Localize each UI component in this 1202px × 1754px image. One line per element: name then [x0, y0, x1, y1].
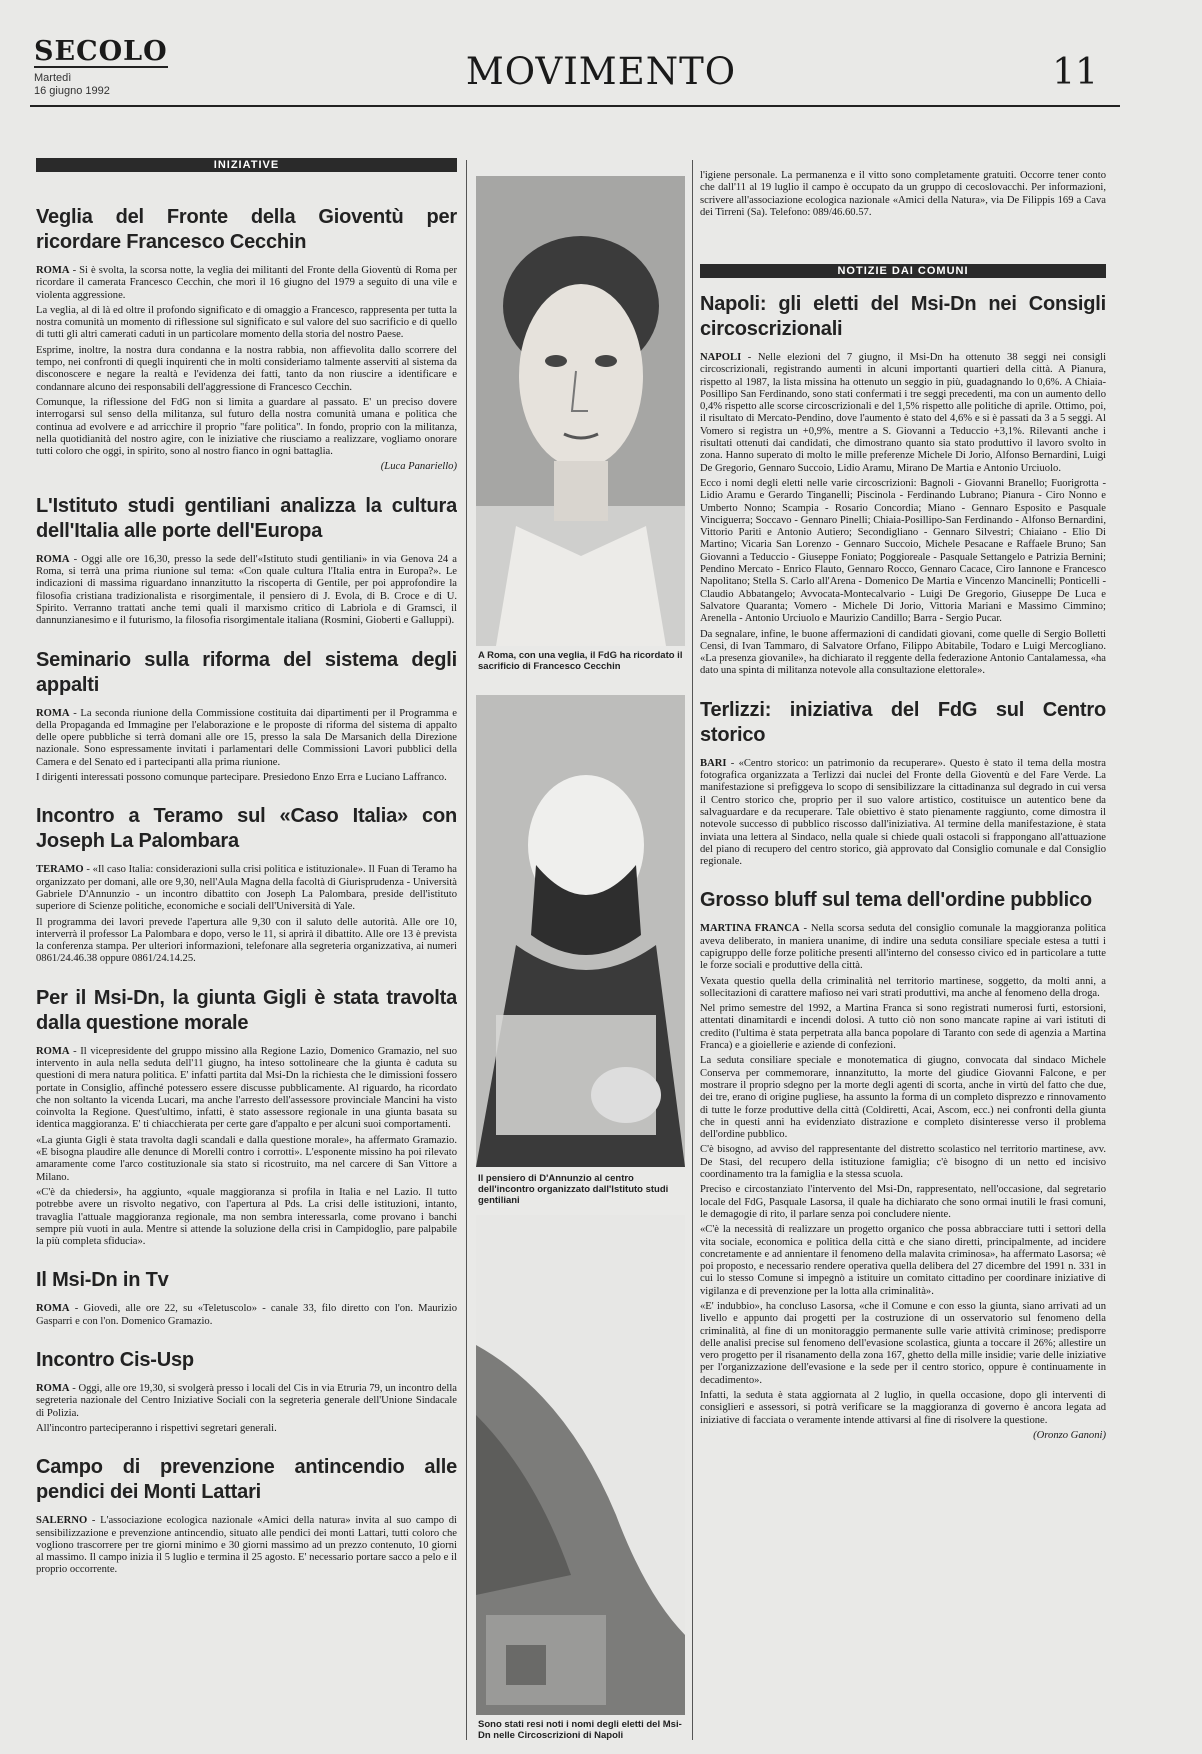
- article-paragraph: ROMA - Il vicepresidente del gruppo missino alla Regione Lazio, Domenico Gramazio, nel suo intervento in aula nella seduta dell'11 giugno, ha inteso sottolineare che la giunta è caduta su questioni di mera natura politica. E' infatti partita dal Msi-Dn la richiesta che le dimissioni fossero portate in Consiglio, affinché potessero essere discusse pubblicamente. Al riguardo, ha ricordato che non soltanto la vicenda Lucari, ma anche l'arresto dell'assessore provinciale Mancini ha visto coinvolta la Regione. Quest'ultimo, infatti, è stato assessore regionale in una giunta basata su identica maggioranza. E' ti chiacchierata per certe gare d'appalto e per alcuni suoi comportamenti.: [36, 1045, 457, 1131]
- article-headline: L'Istituto studi gentiliani analizza la cultura dell'Italia alle porte dell'Europa: [36, 494, 457, 542]
- article: [36, 205, 457, 474]
- dateline: ROMA: [36, 1383, 70, 1395]
- article-signature: (Luca Panariello): [380, 461, 457, 473]
- portrait-illustration: [476, 176, 685, 646]
- article-paragraph: [700, 976, 1106, 1001]
- article-headline: Grosso bluff sul tema dell'ordine pubblico: [700, 889, 1092, 912]
- article-paragraph: ROMA - Oggi alle ore 16,30, presso la sede dell'«Istituto studi gentiliani» in via Genova 24 a Roma, si terrà una prima riunione sul tema: «Con quale cultura l'Italia entra in Europa?». Le indicazioni di massima riguardano innanzitutto la riscoperta di Gentile, per poi approfondire la filosofia cristiana tradizionalista e risorgimentale, il pensiero di J. Evola, di B. Croce e di U. Spirito. Verranno trattati anche temi quali il marxismo critico di Labriola e di Gramsci, il dannunzianesimo e il futurismo, la filosofia risorgimentale italiana (Rosmini, Gioberti e Galluppi).: [36, 553, 457, 627]
- issue-day: Martedì: [34, 72, 72, 84]
- photo-napoli: [476, 1215, 685, 1715]
- article-headline: Il Msi-Dn in Tv: [36, 1269, 169, 1292]
- paragraph-text: C'è bisogno, ad avviso del rappresentante del distretto scolastico nel territorio martinese, avv. De Stasi, del recupero della istituzione famiglia; c'è bisogno di un netto ed incisivo coordinamento tra la famiglia e la stessa scuola.: [700, 1144, 1106, 1181]
- article-paragraph: [700, 1301, 1106, 1387]
- paragraph-text: «C'è la necessità di realizzare un progetto organico che possa abbracciare tutti i settori della vita sociale, economica e politica della città e che siano diretti, principalmente, ad incidere concretamente e ad annientare il fenomeno della malavita criminosa», ha affermato Lasorsa; «è poi proposto, e necessario rendere operativa quella delibera del 27 dicembre del 1991 n. 331 in cui lo stesso Comune si impegnò a istituire un comitato cittadino per coordinare iniziative di vigilanza e di prevenzione per la lotta alla criminalità».: [700, 1224, 1106, 1297]
- napoli-aerial-illustration: [476, 1215, 685, 1715]
- column-divider: [466, 160, 467, 1740]
- dateline: ROMA: [36, 553, 70, 565]
- right-band-wrap: [700, 264, 1106, 278]
- article-paragraph: ROMA - Si è svolta, la scorsa notte, la veglia dei militanti del Fronte della Gioventù di Roma per ricordare il camerata Francesco Cecchin, che morì il 16 giugno del 1979 a seguito di una vile e violenta aggressione.: [36, 265, 457, 301]
- column-divider-2: [692, 160, 693, 1740]
- article-paragraph: [700, 1224, 1106, 1298]
- right-articles: [700, 292, 1106, 1737]
- article-paragraph: ROMA - Giovedì, alle ore 22, su «Teletuscolo» - canale 33, filo diretto con l'on. Maurizio Gasparri e con l'on. Domenico Gramazio.: [36, 1303, 457, 1327]
- paragraph-text: Infatti, la seduta è stata aggiornata al 2 luglio, in quella occasione, dopo gli interventi di consiglieri e assessori, si potrà verificare se la maggioranza di governo è ancora legata ad iniziative di facciata o veramente intende attivarsi al fine di risolvere la questione.: [700, 1390, 1106, 1426]
- dateline: BARI: [700, 757, 727, 769]
- photo-dannunzio: [476, 695, 685, 1167]
- article-paragraph: [700, 478, 1106, 626]
- paragraph-text: L'associazione ecologica nazionale «Amici della natura» invita al suo campo di sensibilizzazione e prevenzione antincendio, situato alle pendici dei monti Lattari, tutti coloro che vogliono trascorrere per tre giorni minimo e 30 giorni massimo ad un prezzo contenuto, 10 giorni al massimo. Il campo inizia il 5 luglio e termina il 25 agosto. E' necessario portare sacco a pelo e il proprio occorrente.: [36, 1515, 457, 1576]
- dateline: ROMA: [36, 1303, 70, 1315]
- article-paragraph: NAPOLI - Nelle elezioni del 7 giugno, il Msi-Dn ha ottenuto 38 seggi nei consigli circoscrizionali, registrando aumenti in alcuni importanti quartieri della città. A Pianura, rispetto al 1987, la lista missina ha ottenuto un seggio in più, guadagnando lo 0,6%. A Chiaia-Posillipo San Ferdinando, sono stati confermati i tre seggi precedenti, ma con un aumento dello 0,4% rispetto alle scorse circoscrizionali e del 1,5% rispetto alle politiche di aprile. Ottimo, poi, il risultato di Mercato-Pendino, dove l'aumento è stato del 4,6% e si è passati da 3 a 5 seggi. Al Vomero si registra un +0,9%, mentre a S. Giovanni a Teduccio +3,1%. Rilevanti anche i risultati ottenuti dai candidati, che dimostrano quanto sia stato produttivo il lavoro svolto in zona. Hanno superato di molto le mille preferenze Michele Di Jorio, Alfonso Bernardini, Luigi De Gregorio, Gennaro Succoio, Lidio Aramu, Mirano De Martia e Antonio Urciuolo.: [700, 352, 1106, 474]
- paragraph-text: Da segnalare, infine, le buone affermazioni di candidati giovani, come quelle di Sergio Bolletti Censi, di Ivan Tammaro, di Salvatore Orfano, Filippo Abitabile, Todaro e Luigi Mercogliano. «La presenza giovanile», ha dichiarato il reggente della federazione Antonio Cantalamessa, «ha dato una spinta di militanza notevole alla consultazione elettorale».: [700, 628, 1106, 677]
- article-paragraph: [36, 917, 457, 966]
- dateline: SALERNO: [36, 1515, 88, 1527]
- paragraph-text: «Centro storico: un patrimonio da recuperare». Questo è stato il tema della mostra fotografica organizzata a Terlizzi dai nuclei del Fronte della Gioventù e del Fare Verde. La manifestazione si prefiggeva lo scopo di sensibilizzare la cittadinanza sul degrado in cui versa il Centro storico che, proprio per il suo valore artistico, costituisce un autentico bene da salvaguardare e da recuperare. Tale obiettivo è stato pienamente raggiunto, come dimostra il notevole successo di pubblico riscosso dall'iniziativa. Al termine della manifestazione, è stata inviata una lettera al Sindaco, nella quale si chiede quali ostacoli si frappongano all'attuazione del piano di recupero del centro storico, già approvato dal Consiglio comunale e dal Consiglio regionale.: [700, 757, 1106, 868]
- article-headline: Incontro a Teramo sul «Caso Italia» con Joseph La Palombara: [36, 805, 457, 853]
- paragraph-text: «Il caso Italia: considerazioni sulla crisi politica e istituzionale». Il Fuan di Teramo ha organizzato per domani, alle ore 9,30, nell'Aula Magna della facoltà di Giurisprudenza - Università Gabriele D'Annunzio - un incontro dibattito con Joseph La Palombara, preside dell'istituto superiore di Scienze politiche, economiche e sociali dell'Università di Yale.: [36, 864, 457, 913]
- masthead-rule: [30, 105, 1120, 107]
- band-notizie-dai-comuni: NOTIZIE DAI COMUNI: [700, 264, 1106, 278]
- paragraph-text: «La giunta Gigli è stata travolta dagli scandali e dalla questione morale», ha affermato Gramazio. «E bisogna plaudire alle denunce di Morelli contro i corrotti». L'esponente missino ha poi rilevato amaramente come l'arco costituzionale sia stato si ricostruito, ma nel carcere di San Vittore a Milano.: [36, 1134, 457, 1183]
- page-number: 11: [1052, 52, 1098, 93]
- left-articles: [36, 205, 457, 1740]
- caption-photo-cecchin: A Roma, con una veglia, il FdG ha ricordato il sacrificio di Francesco Cecchin: [478, 650, 683, 672]
- continuation-paragraph: l'igiene personale. La permanenza e il vitto sono completamente gratuiti. Occorre tener conto che dall'11 al 19 luglio il campo è occupato da un gruppo di cecoslovacchi. Per informazioni, scrivere all'associazione ecologica nazionale «Amici della Natura», via De Filippis 169 a Cava dei Tirreni (Sa). Telefono: 089/46.60.57.: [700, 170, 1106, 218]
- article-headline: Incontro Cis-Usp: [36, 1349, 194, 1372]
- article-paragraph: [36, 397, 457, 458]
- article-signature: (Oronzo Ganoni): [1033, 1429, 1106, 1441]
- paragraph-text: Ecco i nomi degli eletti nelle varie circoscrizioni: Bagnoli - Giovanni Branello; Fuorigrotta - Lidio Aramu e Gerardo Tinganelli; Piscinola - Ferdinando Lubrano; Pianura - Ciro Nonno e Umberto Nonno; Scampia - Rosario Concordia; Miano - Gennaro Esposito e Pasquale Vinciguerra; Soccavo - Gennaro Pinelli; Chiaia-Posillipo-San Ferdinando - Alfonso Bernardini, Vittorio Pariti e Antonio Autiero; Secondigliano - Gennaro Silvestri; Chiaiano - Elio Di Martino; Vicaria San Lorenzo - Gennaro Succoio, Michele Pesacane e Raffaele Bruno; San Giovanni a Teduccio - Giuseppe Foniato; Poggioreale - Pasquale Settangelo e Patrizia Bernini; Pendino Mercato - Enrico Flauto, Gennaro Rocco, Gennaro Cacace, Ciro Iannone e Francesco Napolitano; Stella S. Carlo all'Arena - Domenico De Martia e Vincenzo Mancinelli; Ponticelli - Claudio Abbatangelo; Avvocata-Montecalvario - Luigi De Gregorio, Giuseppe De Luca e Salvatore Quaranta; Vomero - Michele Di Jorio, Vittoria Mariani e Massimo Cimmino; Arenella - Antonio Urciuolo e Maurizio Candillo; Barra - Sergio Pucar.: [700, 477, 1106, 625]
- dateline: MARTINA FRANCA: [700, 923, 800, 935]
- article: [700, 698, 1106, 869]
- paragraph-text: Comunque, la riflessione del FdG non si limita a guardare al passato. E' un preciso dovere interrogarsi sul senso della militanza, sul futuro della nostra comunità umana e politica che continua ad evolvere e ad arricchire il proprio "fare politica". In fondo, proprio con la militanza, nella quotidianità del nostro agire, con le iniziative che riusciamo a realizzare, vogliamo onorare tutti coloro che oggi, in spirito, sono al nostro fianco in ogni battaglia.: [36, 396, 457, 458]
- article-headline: Per il Msi-Dn, la giunta Gigli è stata travolta dalla questione morale: [36, 986, 457, 1034]
- article-paragraph: [36, 772, 457, 784]
- paragraph-text: Esprime, inoltre, la nostra dura condanna e la nostra rabbia, non affievolita dallo scorrere del tempo, nei confronti di quegli inquirenti che in molti consideriamo talmente asserviti al sistema da disconoscere e negare la realtà e l'evidenza dei fatti, tanto da non riuscire a identificare e condannare alcuno dei responsabili dell'aggressione di Francesco Cecchin.: [36, 344, 457, 393]
- article: [36, 494, 457, 628]
- paragraph-text: All'incontro parteciperanno i rispettivi segretari generali.: [36, 1422, 277, 1434]
- article-paragraph: [700, 629, 1106, 678]
- article-paragraph: SALERNO - L'associazione ecologica nazionale «Amici della natura» invita al suo campo di sensibilizzazione e prevenzione antincendio, situato alle pendici dei monti Lattari, tutti coloro che vogliono trascorrere per tre giorni minimo e 30 giorni massimo ad un prezzo contenuto, 10 giorni al massimo. Il campo inizia il 5 luglio e termina il 25 agosto. E' necessario portare sacco a pelo e il proprio occorrente.: [36, 1515, 457, 1576]
- article: [36, 648, 457, 785]
- newspaper-name: SECOLO: [34, 36, 168, 67]
- dateline: ROMA: [36, 1045, 70, 1057]
- paragraph-text: Nel primo semestre del 1992, a Martina Franca si sono registrati numerosi furti, estorsioni, attentati dinamitardi e incendi dolosi. A tutto ciò non sono mancate rapine ai vari istituti di credito (l'ultima è stata perpetrata alla banca popolare di Taranto con sede di agenzia a Martina Franca) e a gioiellerie e aziende di confezioni.: [700, 1003, 1106, 1052]
- left-column: [36, 158, 457, 172]
- dateline: TERAMO: [36, 864, 84, 876]
- paragraph-text: I dirigenti interessati possono comunque partecipare. Presiedono Enzo Erra e Luciano Laffranco.: [36, 772, 447, 784]
- right-top-continuation: [700, 170, 1106, 222]
- article: [36, 804, 457, 965]
- article-paragraph: [36, 1423, 457, 1435]
- article-paragraph: [36, 1135, 457, 1184]
- paragraph-text: Il programma dei lavori prevede l'apertura alle 9,30 con il saluto delle autorità. Alle ore 10, interverrà il professor La Palombara e dopo, verso le 11, si aprirà il dibattito. Alle ore 13 è prevista la conferenza stampa. Per ulteriori informazioni, telefonare alla segreteria organizzativa, ai numeri 0861/24.46.38 oppure 0861/24.14.25.: [36, 916, 457, 965]
- dannunzio-illustration: [476, 695, 685, 1167]
- article-paragraph: [36, 1187, 457, 1248]
- article-paragraph: [36, 345, 457, 394]
- paragraph-text: Preciso e circostanziato l'intervento del Msi-Dn, rappresentato, nell'occasione, dal segretario locale del FdG, Pasquale Lasorsa, il quale ha dichiarato che sono ormai inutili le frasi comuni, le demagogie di rito, il parlare senza poi concludere niente.: [700, 1184, 1106, 1220]
- article: [36, 1268, 457, 1328]
- section-title: MOVIMENTO: [465, 50, 737, 93]
- paragraph-text: Vexata questio quella della criminalità nel territorio martinese, soggetto, da molti anni, a sollecitazioni di carattere mafioso nei vari strati produttivi, ma anche al fenomeno della droga.: [700, 975, 1106, 999]
- caption-photo-napoli: Sono stati resi noti i nomi degli eletti del Msi-Dn nelle Circoscrizioni di Napoli: [478, 1719, 682, 1741]
- article-headline: Napoli: gli eletti del Msi-Dn nei Consigli circoscrizionali: [700, 293, 1106, 340]
- caption-photo-dannunzio: Il pensiero di D'Annunzio al centro dell'incontro organizzato dall'Istituto studi gentiliani: [478, 1173, 669, 1206]
- paragraph-text: La seconda riunione della Commissione costituita dai dipartimenti per il Programma e della Propaganda ed Immagine per l'elaborazione e le proposte di riforma del sistema di appalto delle opere pubbliche si terrà domani alle ore 15, presso la sala De Marsanich della Direzione nazionale. Sono espressamente invitati i parlamentari delle Commissioni Lavori pubblici della Camera e del Senato ed i partecipanti alla prima riunione.: [36, 707, 457, 768]
- article-paragraph: ROMA - La seconda riunione della Commissione costituita dai dipartimenti per il Programma e della Propaganda ed Immagine per l'elaborazione e le proposte di riforma del sistema di appalto delle opere pubbliche si terrà domani alle ore 15, presso la sala De Marsanich della Direzione nazionale. Sono espressamente invitati i parlamentari delle Commissioni Lavori pubblici della Camera e del Senato ed i partecipanti alla prima riunione.: [36, 707, 457, 768]
- paragraph-text: «E' indubbio», ha concluso Lasorsa, «che il Comune e con esso la giunta, siano arrivati ad un livello e appunto dai progetti per la costruzione di un osservatorio sul fenomeno della criminalità, al fine di un monitoraggio permanente sulle varie attività criminose; predisporre delle analisi precise sul fenomeno dell'evasione scolastica, giunta a toccare il 26%; allestire un vero progetto per il risanamento della zona 167, ghetto della mille insidie; varie delle iniziative per l'organizzazione dell'evasione e la sede per il centro storico, oppure è continuamente in decadimento».: [700, 1301, 1106, 1386]
- paragraph-text: «C'è da chiedersi», ha aggiunto, «quale maggioranza si profila in Italia e nel Lazio. Il tutto potrebbe avere un risvolto negativo, con l'apertura al Pds. La crisi delle istituzioni, intanto, travaglia l'attuale maggioranza regionale, ma non sembra interessarla, come provano i banchi sempre più vuoti in aula. Mentre si attende la soluzione della crisi in Campidoglio, pare palpabile la più completa sfiducia».: [36, 1186, 457, 1248]
- dateline: ROMA: [36, 265, 70, 276]
- article-paragraph: [700, 1144, 1106, 1181]
- paragraph-text: Si è svolta, la scorsa notte, la veglia dei militanti del Fronte della Gioventù di Roma per ricordare il camerata Francesco Cecchin, che morì il 16 giugno del 1979 a seguito di una vile e violenta aggressione.: [36, 265, 457, 301]
- article-paragraph: TERAMO - «Il caso Italia: considerazioni sulla crisi politica e istituzionale». Il Fuan di Teramo ha organizzato per domani, alle ore 9,30, nell'Aula Magna della facoltà di Giurisprudenza - Università Gabriele D'Annunzio - un incontro dibattito con Joseph La Palombara, preside dell'istituto superiore di Scienze politiche, economiche e sociali dell'Università di Yale.: [36, 864, 457, 913]
- article-paragraph: [700, 1184, 1106, 1221]
- paragraph-text: Nelle elezioni del 7 giugno, il Msi-Dn ha ottenuto 38 seggi nei consigli circoscrizionali, registrando aumenti in alcuni importanti quartieri della città. A Pianura, rispetto al 1987, la lista missina ha ottenuto un seggio in più, guadagnando lo 0,6%. A Chiaia-Posillipo San Ferdinando, sono stati confermati i tre seggi precedenti, ma con un aumento dello 0,4% rispetto alle scorse circoscrizionali e del 1,5% rispetto alle politiche di aprile. Ottimo, poi, il risultato di Mercato-Pendino, dove l'aumento è stato del 4,6% e si è passati da 3 a 5 seggi. Al Vomero si registra un +0,9%, mentre a S. Giovanni a Teduccio +3,1%. Rilevanti anche i risultati ottenuti dai candidati, che dimostrano quanto sia stato produttivo il lavoro svolto in zona. Hanno superato di molto le mille preferenze Michele Di Jorio, Alfonso Bernardini, Luigi De Gregorio, Gennaro Succoio, Lidio Aramu, Mirano De Martia e Antonio Urciuolo.: [700, 352, 1106, 474]
- article-paragraph: BARI - «Centro storico: un patrimonio da recuperare». Questo è stato il tema della mostra fotografica organizzata a Terlizzi dai nuclei del Fronte della Gioventù e del Fare Verde. La manifestazione si prefiggeva lo scopo di sensibilizzare la cittadinanza sul degrado in cui versa il Centro storico che, proprio per il suo valore artistico, costituisce un autentico bene da salvaguardare e da recuperare. Tale obiettivo è stato pienamente raggiunto, come dimostra il notevole successo di pubblico riscosso dall'iniziativa. Al termine della manifestazione, è stata inviata una lettera al Sindaco, nella quale si chiede quali ostacoli si frappongano all'attuazione del piano di recupero del centro storico, già approvato dal Consiglio comunale e dal Consiglio regionale.: [700, 757, 1106, 868]
- paragraph-text: Il vicepresidente del gruppo missino alla Regione Lazio, Domenico Gramazio, nel suo intervento in aula nella seduta dell'11 giugno, ha inteso sottolineare che la giunta è caduta su questioni di mera natura politica. E' infatti partita dal Msi-Dn la richiesta che le dimissioni fossero portate in Consiglio, affinché potessero essere discusse pubblicamente. Al riguardo, ha ricordato che non soltanto la vicenda Lucari, ma anche l'arresto dell'assessore provinciale Mancini ha visto coinvolta la Regione. Quest'ultimo, infatti, è stato assessore regionale in una giunta basata su identica maggioranza. E' ti chiacchierata per certe gare d'appalto e per alcuni suoi comportamenti.: [36, 1045, 457, 1131]
- article: [700, 888, 1106, 1442]
- photo-portrait-cecchin: [476, 176, 685, 646]
- article: [36, 1455, 457, 1576]
- dateline: NAPOLI: [700, 352, 742, 363]
- paragraph-text: Oggi alle ore 16,30, presso la sede dell'«Istituto studi gentiliani» in via Genova 24 a Roma, si terrà una prima riunione sul tema: «Con quale cultura l'Italia entra in Europa?». Le indicazioni di massima riguardano innanzitutto la riscoperta di Gentile, per poi approfondire la filosofia cristiana tradizionalista e risorgimentale, il pensiero di J. Evola, di B. Croce e di U. Spirito. Verranno trattati anche temi quali il marxismo critico di Labriola e di Gramsci, il dannunzianesimo e il futurismo, la filosofia risorgimentale italiana (Rosmini, Gioberti e Galluppi).: [36, 553, 457, 627]
- article-paragraph: [700, 1003, 1106, 1052]
- paragraph-text: Nella scorsa seduta del consiglio comunale la maggioranza politica aveva deliberato, in maniera unanime, di indire una seduta consiliare speciale estesa a tutti i capigruppo delle forze politiche presenti all'interno del consesso civico ed in particolare a tutte le forze sociali e produttive della città.: [700, 923, 1106, 972]
- article-headline: Veglia del Fronte della Gioventù per ricordare Francesco Cecchin: [36, 206, 457, 253]
- article-headline: Seminario sulla riforma del sistema degli appalti: [36, 648, 457, 696]
- article: [700, 292, 1106, 678]
- paragraph-text: Giovedì, alle ore 22, su «Teletuscolo» - canale 33, filo diretto con l'on. Maurizio Gasparri e con l'on. Domenico Gramazio.: [36, 1303, 457, 1327]
- paragraph-text: Oggi, alle ore 19,30, si svolgerà presso i locali del Cis in via Etruria 79, un incontro della segreteria nazionale del Centro Iniziative Sociali con la segreteria generale dell'Unione Sindacale di Polizia.: [36, 1383, 457, 1419]
- article-paragraph: MARTINA FRANCA - Nella scorsa seduta del consiglio comunale la maggioranza politica aveva deliberato, in maniera unanime, di indire una seduta consiliare speciale estesa a tutti i capigruppo delle forze politiche presenti all'interno del consesso civico ed in particolare a tutte le forze sociali e produttive della città.: [700, 923, 1106, 972]
- article-paragraph: [36, 305, 457, 342]
- article-paragraph: ROMA - Oggi, alle ore 19,30, si svolgerà presso i locali del Cis in via Etruria 79, un incontro della segreteria nazionale del Centro Iniziative Sociali con la segreteria generale dell'Unione Sindacale di Polizia.: [36, 1383, 457, 1419]
- paragraph-text: La seduta consiliare speciale e monotematica di giugno, convocata dal sindaco Michele Conserva per commemorare, innanzitutto, la morte del giudice Giovanni Falcone, e per mostrare il proprio sdegno per la morte degli agenti di scorta, anche in virtù del fatto che due, dei tre, erano di origine pugliese, ha assunto la forma di un completo disprezzo e rinnovamento di tutte le forze produttive della città (Coldiretti, Acai, Ascom, ecc.) nei confronti della giunta che in questi anni ha evidenziato distrazione e completo disinteresse verso il problema dell'ordine pubblico.: [700, 1055, 1106, 1141]
- article-paragraph: [700, 1055, 1106, 1141]
- band-iniziative: INIZIATIVE: [36, 158, 457, 172]
- dateline: ROMA: [36, 707, 70, 719]
- article-headline: Campo di prevenzione antincendio alle pendici dei Monti Lattari: [36, 1456, 457, 1504]
- article: [36, 986, 457, 1249]
- article-headline: Terlizzi: iniziativa del FdG sul Centro storico: [700, 698, 1106, 746]
- article: [36, 1348, 457, 1435]
- article-paragraph: [700, 1390, 1106, 1427]
- paragraph-text: La veglia, al di là ed oltre il profondo significato e di omaggio a Francesco, rappresenta per tutta la nostra comunità un momento di riflessione sul significato e sul valore del suo sacrificio e di quello di tutti gli altri camerati caduti in un particolare momento della storia del nostro Paese.: [36, 304, 457, 341]
- issue-date: 16 giugno 1992: [34, 85, 110, 97]
